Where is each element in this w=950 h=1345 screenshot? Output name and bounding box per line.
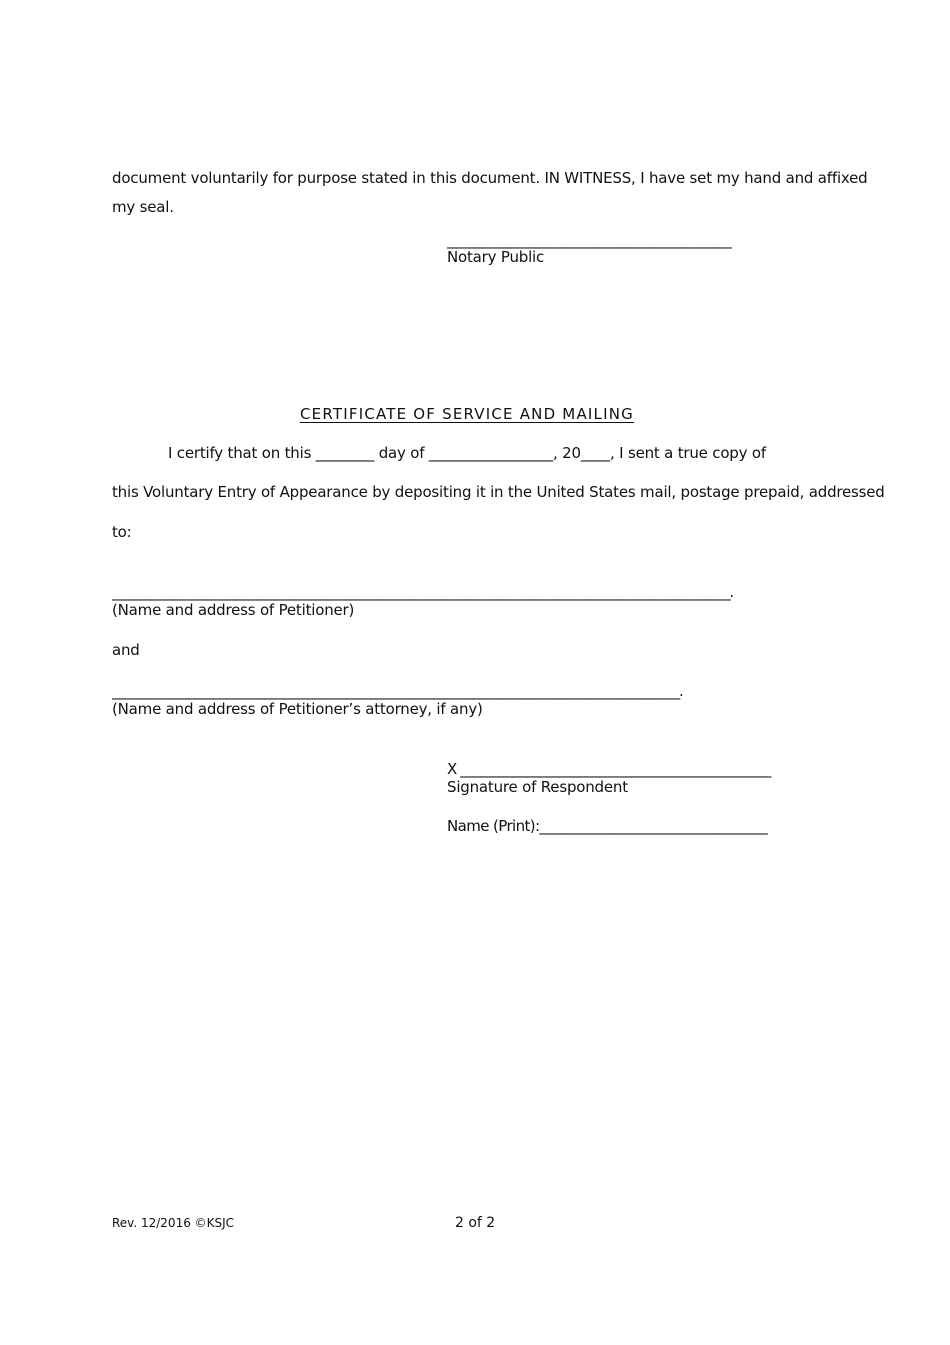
certificate-line-2: this Voluntary Entry of Appearance by depositing it in the United States mail, postage prepaid, addressed (112, 483, 885, 501)
petitioner-address-label: (Name and address of Petitioner) (112, 601, 355, 619)
certificate-title: CERTIFICATE OF SERVICE AND MAILING (300, 405, 634, 423)
attorney-address-line: __________________________________________________________________________________________. (112, 682, 683, 700)
certificate-line-1: I certify that on this ________ day of _________________, 20____, I sent a true copy of (168, 444, 766, 462)
and-text: and (112, 641, 140, 659)
notary-public-label: Notary Public (447, 248, 545, 266)
certificate-line-3: to: (112, 523, 132, 541)
witness-line-2: my seal. (112, 198, 174, 216)
witness-line-1: document voluntarily for purpose stated in this document. IN WITNESS, I have set my hand and affixed (112, 169, 868, 187)
respondent-signature-label: Signature of Respondent (447, 778, 628, 796)
petitioner-address-line: __________________________________________________________________________________________________. (112, 583, 733, 601)
page-number: 2 of 2 (455, 1215, 496, 1231)
respondent-signature-line: X _______________________________________________ (447, 760, 771, 778)
revision-footer: Rev. 12/2016 ©KSJC (112, 1216, 235, 1230)
attorney-address-label: (Name and address of Petitioner’s attorney, if any) (112, 700, 483, 718)
notary-signature-line: _____________________________________________ (447, 231, 731, 249)
name-print-field: Name (Print):_________________________________ (447, 817, 768, 835)
